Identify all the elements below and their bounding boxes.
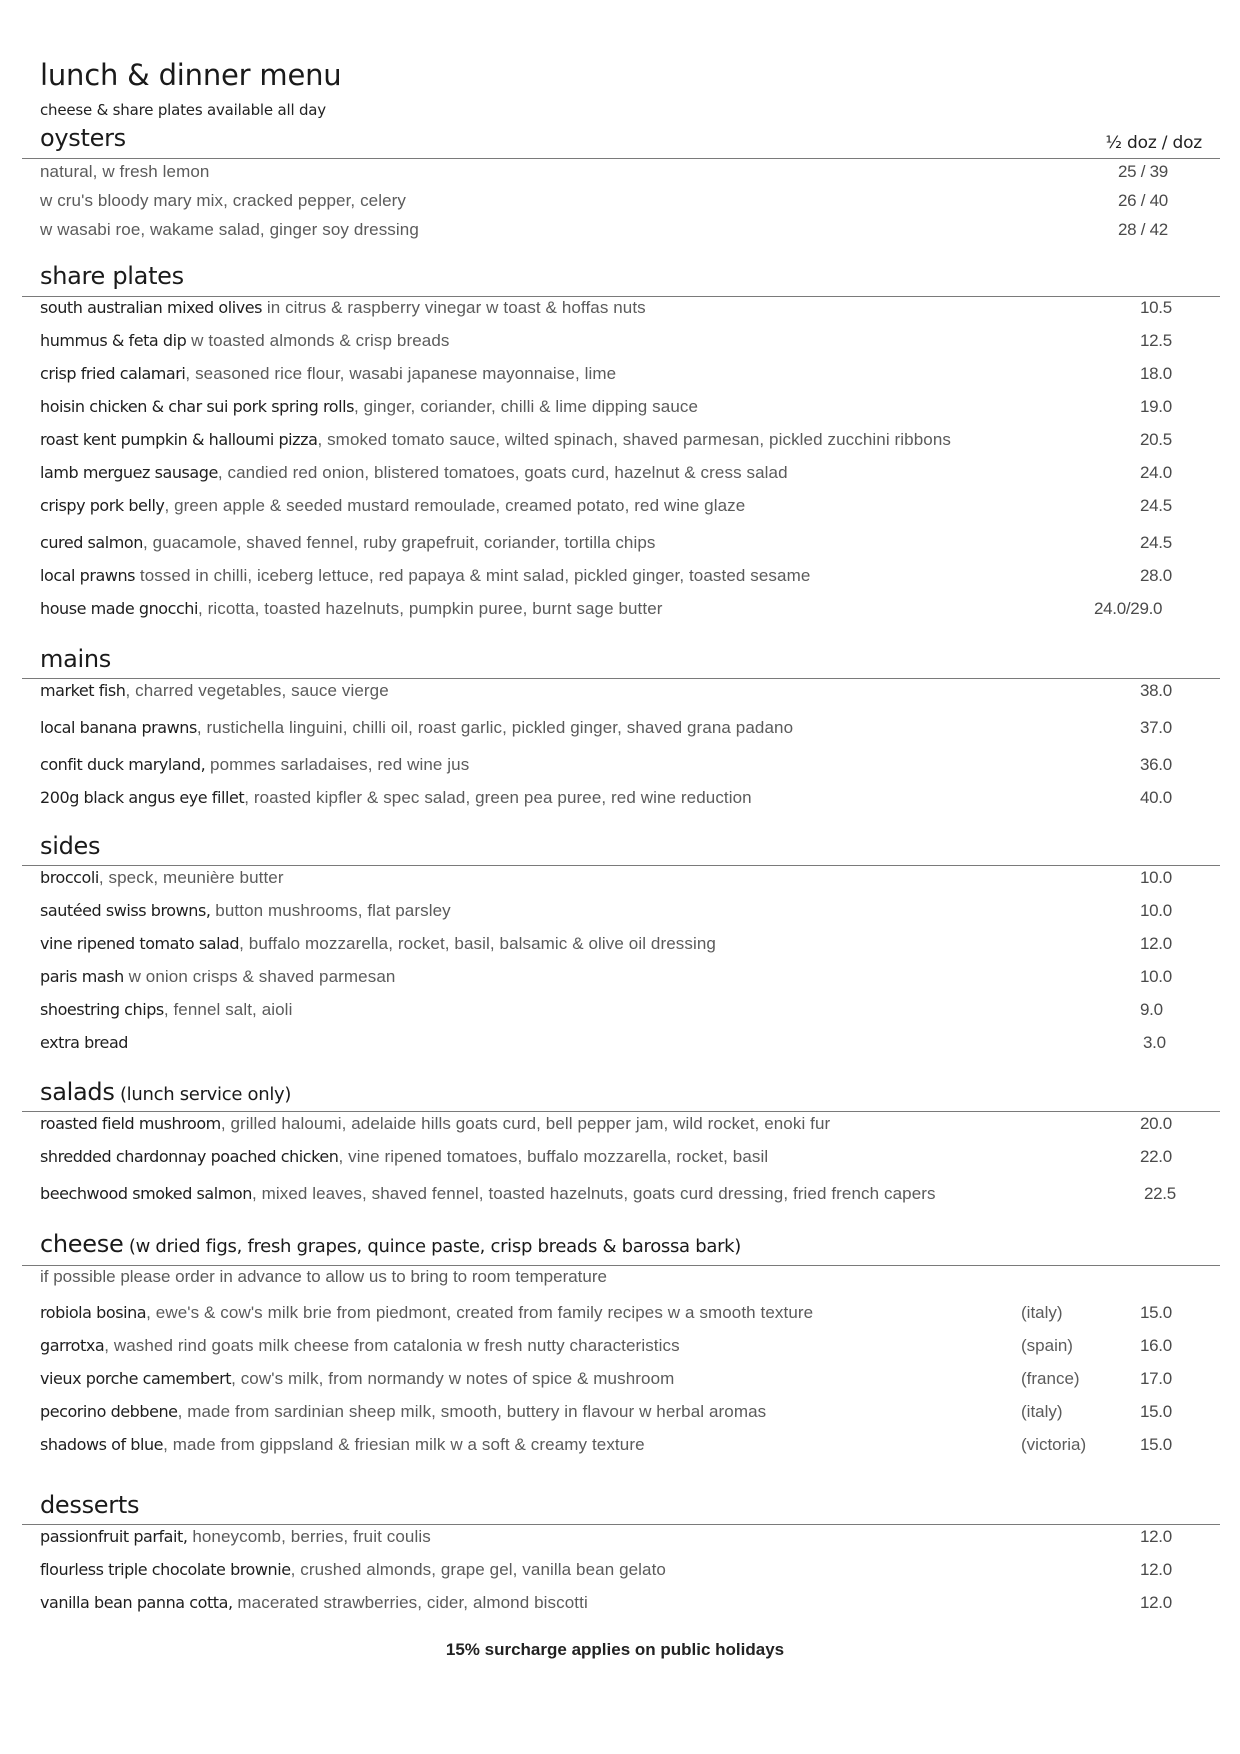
item-price: 24.0/29.0 — [1094, 599, 1163, 618]
item-price: 24.5 — [1140, 533, 1172, 552]
menu-item — [40, 967, 1220, 991]
item-description: natural, w fresh lemon — [40, 162, 210, 181]
item-description: , rustichella linguini, chilli oil, roast garlic, pickled ginger, shaved grana padano — [196, 718, 794, 737]
item-description: , charred vegetables, sauce vierge — [125, 681, 389, 700]
item-name: market fish — [40, 681, 126, 700]
section-divider — [22, 678, 1220, 679]
item-price: 18.0 — [1140, 364, 1172, 383]
menu-item — [40, 364, 1220, 388]
section-title-cheese — [40, 1230, 741, 1258]
item-name: roasted field mushroom — [40, 1114, 221, 1133]
item-price: 3.0 — [1143, 1033, 1166, 1052]
item-description: w toasted almonds & crisp breads — [186, 331, 450, 350]
item-name: crispy pork belly — [40, 496, 165, 515]
menu-item — [40, 1435, 1220, 1459]
section-subtitle: (w dried figs, fresh grapes, quince paste, crisp breads & barossa bark) — [123, 1236, 742, 1257]
item-name: vanilla bean panna cotta, — [40, 1593, 233, 1612]
menu-item — [40, 718, 1220, 742]
item-origin: (victoria) — [1021, 1435, 1087, 1454]
menu-item — [40, 1184, 1220, 1208]
item-name: broccoli — [40, 868, 99, 887]
item-name: flourless triple chocolate brownie — [40, 1560, 291, 1579]
item-description: w onion crisps & shaved parmesan — [123, 967, 396, 986]
item-description: , fennel salt, aioli — [163, 1000, 293, 1019]
item-name: pecorino debbene — [40, 1402, 178, 1421]
item-price: 16.0 — [1140, 1336, 1172, 1355]
item-description: , cow's milk, from normandy w notes of spice & mushroom — [231, 1369, 675, 1388]
item-origin: (italy) — [1021, 1303, 1063, 1322]
item-price: 25 / 39 — [1118, 162, 1168, 181]
item-description: in citrus & raspberry vinegar w toast & hoffas nuts — [262, 298, 646, 317]
section-divider — [22, 296, 1220, 297]
item-price: 15.0 — [1140, 1303, 1172, 1322]
surcharge-text: 15% surcharge applies on public holidays — [445, 1640, 785, 1659]
item-name: south australian mixed olives — [40, 298, 262, 317]
item-name: extra bread — [40, 1033, 129, 1052]
item-name: local prawns — [40, 566, 136, 585]
item-price: 10.0 — [1140, 967, 1172, 986]
item-name: shadows of blue — [40, 1435, 164, 1454]
item-description: , smoked tomato sauce, wilted spinach, shaved parmesan, pickled zucchini ribbons — [317, 430, 951, 449]
item-origin: (france) — [1021, 1369, 1080, 1388]
item-price: 10.5 — [1140, 298, 1172, 317]
item-description: , seasoned rice flour, wasabi japanese mayonnaise, lime — [185, 364, 617, 383]
oysters-unit-label: ½ doz / doz — [1105, 133, 1202, 153]
menu-item — [40, 533, 1220, 557]
section-subtitle: (lunch service only) — [114, 1084, 292, 1105]
item-name: passionfruit parfait, — [40, 1527, 188, 1546]
menu-item — [40, 1000, 1220, 1024]
menu-item — [40, 496, 1220, 520]
item-description: button mushrooms, flat parsley — [210, 901, 451, 920]
item-description: , ricotta, toasted hazelnuts, pumpkin puree, burnt sage butter — [197, 599, 663, 618]
item-price: 26 / 40 — [1118, 191, 1168, 210]
item-price: 22.5 — [1144, 1184, 1176, 1203]
item-price: 22.0 — [1140, 1147, 1172, 1166]
item-price: 37.0 — [1140, 718, 1172, 737]
item-price: 12.0 — [1140, 1527, 1172, 1546]
item-origin: (spain) — [1021, 1336, 1073, 1355]
item-description: honeycomb, berries, fruit coulis — [187, 1527, 431, 1546]
menu-item — [40, 430, 1220, 454]
cheese-note: if possible please order in advance to allow us to bring to room temperature — [40, 1267, 607, 1286]
item-description: , speck, meunière butter — [98, 868, 284, 887]
menu-item — [40, 868, 1220, 892]
item-name: robiola bosina — [40, 1303, 147, 1322]
menu-item — [40, 191, 1220, 215]
item-name: shredded chardonnay poached chicken — [40, 1147, 339, 1166]
item-price: 24.0 — [1140, 463, 1172, 482]
item-price: 10.0 — [1140, 868, 1172, 887]
section-divider — [22, 1524, 1220, 1525]
item-origin: (italy) — [1021, 1402, 1063, 1421]
item-name: vine ripened tomato salad — [40, 934, 240, 953]
item-price: 20.5 — [1140, 430, 1172, 449]
section-divider — [22, 1111, 1220, 1112]
menu-item — [40, 1303, 1220, 1327]
menu-item — [40, 1369, 1220, 1393]
item-name: paris mash — [40, 967, 124, 986]
item-name: garrotxa — [40, 1336, 105, 1355]
item-price: 38.0 — [1140, 681, 1172, 700]
page-subtitle: cheese & share plates available all day — [40, 101, 326, 119]
item-description: pommes sarladaises, red wine jus — [205, 755, 470, 774]
item-price: 12.0 — [1140, 1593, 1172, 1612]
item-price: 17.0 — [1140, 1369, 1172, 1388]
menu-item — [40, 681, 1220, 705]
item-description: , guacamole, shaved fennel, ruby grapefruit, coriander, tortilla chips — [142, 533, 656, 552]
item-name: lamb merguez sausage — [40, 463, 218, 482]
item-price: 10.0 — [1140, 901, 1172, 920]
item-price: 9.0 — [1140, 1000, 1163, 1019]
section-divider — [22, 865, 1220, 866]
menu-item — [40, 397, 1220, 421]
item-name: house made gnocchi — [40, 599, 198, 618]
menu-item — [40, 934, 1220, 958]
section-title-share-plates: share plates — [40, 262, 184, 290]
menu-item — [40, 1402, 1220, 1426]
item-price: 28.0 — [1140, 566, 1172, 585]
item-name: 200g black angus eye fillet — [40, 788, 245, 807]
menu-item — [40, 463, 1220, 487]
item-name: hoisin chicken & char sui pork spring rolls — [40, 397, 354, 416]
item-description: , candied red onion, blistered tomatoes, goats curd, hazelnut & cress salad — [217, 463, 788, 482]
item-name: shoestring chips — [40, 1000, 164, 1019]
item-price: 12.0 — [1140, 934, 1172, 953]
section-title-text: cheese — [40, 1230, 124, 1258]
section-title-desserts: desserts — [40, 1491, 140, 1519]
item-price: 20.0 — [1140, 1114, 1172, 1133]
section-title-sides: sides — [40, 832, 101, 860]
item-price: 12.0 — [1140, 1560, 1172, 1579]
menu-item — [40, 599, 1220, 623]
item-name: sautéed swiss browns, — [40, 901, 211, 920]
menu-item — [40, 162, 1220, 186]
item-name: beechwood smoked salmon — [40, 1184, 252, 1203]
item-name: vieux porche camembert — [40, 1369, 232, 1388]
item-description: , ewe's & cow's milk brie from piedmont, created from family recipes w a smooth texture — [146, 1303, 814, 1322]
menu-item — [40, 1527, 1220, 1551]
menu-item — [40, 788, 1220, 812]
item-description: , made from gippsland & friesian milk w a soft & creamy texture — [163, 1435, 645, 1454]
item-description: , ginger, coriander, chilli & lime dipping sauce — [353, 397, 699, 416]
item-description: , mixed leaves, shaved fennel, toasted hazelnuts, goats curd dressing, fried french capers — [251, 1184, 936, 1203]
menu-item — [40, 1560, 1220, 1584]
page-title: lunch & dinner menu — [40, 58, 342, 92]
item-name: crisp fried calamari — [40, 364, 186, 383]
item-description: , buffalo mozzarella, rocket, basil, balsamic & olive oil dressing — [239, 934, 716, 953]
menu-item — [40, 220, 1220, 244]
menu-item — [40, 566, 1220, 590]
item-name: hummus & feta dip — [40, 331, 187, 350]
item-description: macerated strawberries, cider, almond biscotti — [232, 1593, 588, 1612]
item-price: 19.0 — [1140, 397, 1172, 416]
item-description: , vine ripened tomatoes, buffalo mozzarella, rocket, basil — [338, 1147, 769, 1166]
item-price: 12.5 — [1140, 331, 1172, 350]
item-price: 15.0 — [1140, 1435, 1172, 1454]
section-divider — [22, 1265, 1220, 1266]
menu-item — [40, 1147, 1220, 1171]
menu-item — [40, 1336, 1220, 1360]
item-price: 36.0 — [1140, 755, 1172, 774]
menu-item — [40, 331, 1220, 355]
item-description: w cru's bloody mary mix, cracked pepper, celery — [40, 191, 407, 210]
menu-item — [40, 1114, 1220, 1138]
menu-item — [40, 755, 1220, 779]
item-description: , grilled haloumi, adelaide hills goats curd, bell pepper jam, wild rocket, enoki fur — [220, 1114, 831, 1133]
item-name: confit duck maryland, — [40, 755, 206, 774]
item-name: roast kent pumpkin & halloumi pizza — [40, 430, 318, 449]
item-description: , made from sardinian sheep milk, smooth, buttery in flavour w herbal aromas — [177, 1402, 767, 1421]
menu-item — [40, 298, 1220, 322]
item-description: , crushed almonds, grape gel, vanilla bean gelato — [290, 1560, 666, 1579]
section-title-text: salads — [40, 1078, 115, 1106]
item-price: 15.0 — [1140, 1402, 1172, 1421]
item-price: 24.5 — [1140, 496, 1172, 515]
item-description: tossed in chilli, iceberg lettuce, red papaya & mint salad, pickled ginger, toasted sesame — [135, 566, 811, 585]
section-divider — [22, 158, 1220, 159]
item-name: cured salmon — [40, 533, 143, 552]
section-title-salads — [40, 1078, 291, 1106]
item-description: , roasted kipfler & spec salad, green pea puree, red wine reduction — [244, 788, 752, 807]
menu-item — [40, 1593, 1220, 1617]
item-description: , green apple & seeded mustard remoulade, creamed potato, red wine glaze — [164, 496, 746, 515]
section-title-mains: mains — [40, 645, 111, 673]
section-title-oysters: oysters — [40, 124, 126, 152]
menu-item — [40, 901, 1220, 925]
item-name: local banana prawns — [40, 718, 197, 737]
item-description: w wasabi roe, wakame salad, ginger soy dressing — [40, 220, 419, 239]
item-price: 28 / 42 — [1118, 220, 1168, 239]
surcharge-note — [0, 1640, 1240, 1660]
item-price: 40.0 — [1140, 788, 1172, 807]
menu-item — [40, 1033, 1220, 1057]
item-description: , washed rind goats milk cheese from catalonia w fresh nutty characteristics — [104, 1336, 680, 1355]
